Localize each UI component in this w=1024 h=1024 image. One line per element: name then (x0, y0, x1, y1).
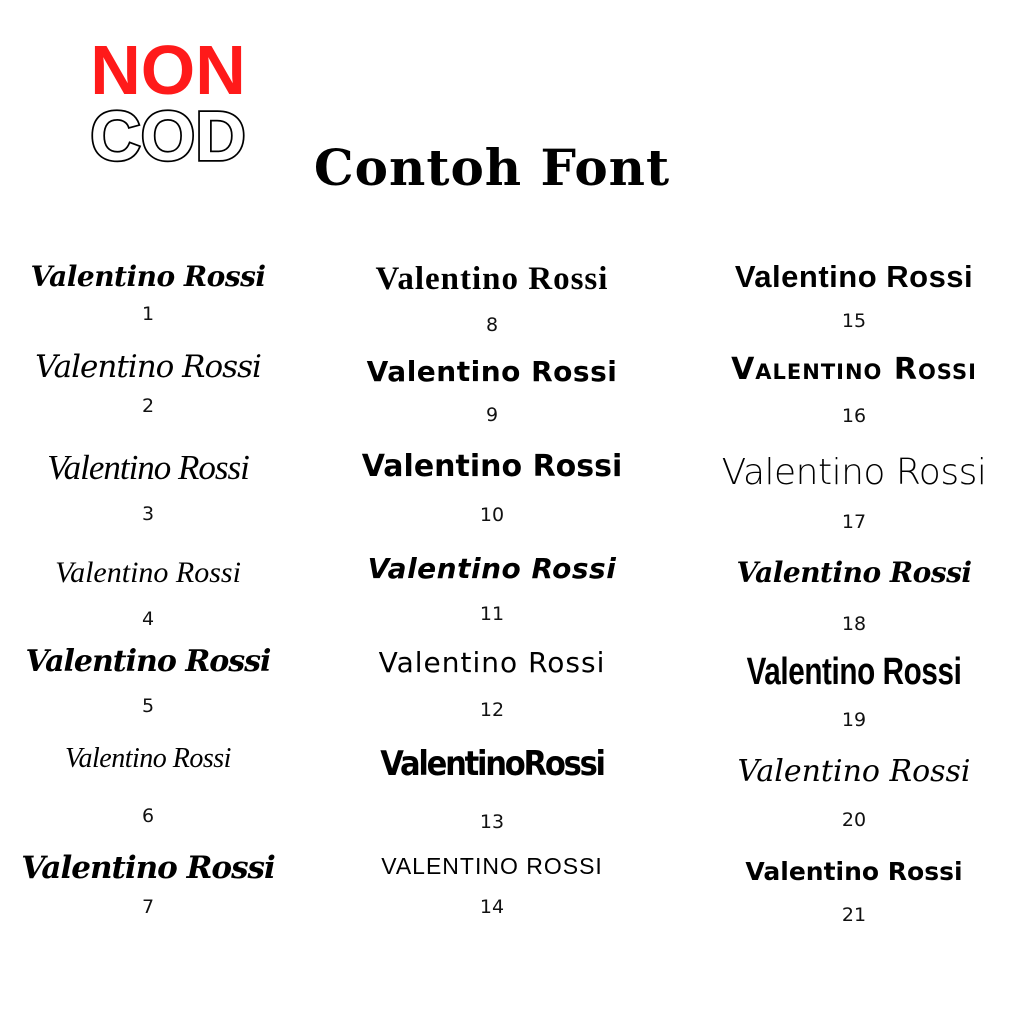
badge-line2: COD (90, 97, 246, 172)
sample-number: 6 (141, 805, 155, 827)
sample-text: Valentino Rossi (746, 651, 962, 693)
font-sample-18 (694, 556, 1014, 635)
font-sample-7 (0, 850, 308, 918)
sample-number: 18 (841, 613, 867, 635)
sample-text: Valentino Rossi (367, 552, 617, 585)
sample-text: VALENTINO ROSSI (381, 853, 603, 879)
sample-text: Valentino Rossi (731, 352, 977, 387)
sample-text: Valentino Rossi (734, 259, 974, 294)
sample-number: 3 (141, 503, 155, 525)
sample-text: Valentino Rossi (378, 646, 606, 679)
sample-number: 17 (841, 511, 867, 533)
sample-text: Valentino Rossi (21, 850, 275, 886)
font-sample-14 (332, 855, 652, 917)
font-sample-13 (332, 744, 652, 833)
sample-text: Valentino Rossi (361, 449, 623, 484)
font-sample-16 (694, 352, 1014, 427)
sample-number: 13 (479, 811, 505, 833)
sample-number: 21 (841, 904, 867, 926)
sample-text: ValentinoRossi (380, 744, 604, 784)
font-sample-5 (0, 644, 308, 717)
font-sample-15 (694, 261, 1014, 331)
sample-text: Valentino Rossi (721, 452, 987, 493)
sample-number: 8 (485, 314, 499, 336)
sample-number: 4 (141, 608, 155, 630)
sample-text: Valentino Rossi (366, 355, 618, 388)
sample-text: Valentino Rossi (65, 743, 231, 774)
sample-number: 20 (841, 809, 867, 831)
sample-text: Valentino Rossi (55, 556, 241, 589)
font-samples-grid (0, 245, 1024, 945)
page-title: Contoh Font (313, 138, 671, 197)
font-sample-9 (332, 355, 652, 426)
sample-number: 7 (141, 896, 155, 918)
sample-text: Valentino Rossi (736, 556, 972, 589)
sample-text: Valentino Rossi (35, 349, 261, 385)
sample-text: Valentino Rossi (745, 857, 963, 886)
sample-number: 1 (141, 303, 155, 325)
sample-text: Valentino Rossi (30, 260, 266, 293)
badge-line1: NON (90, 32, 246, 109)
font-sample-3 (0, 450, 308, 524)
sample-number: 14 (479, 896, 505, 918)
font-sample-20 (694, 754, 1014, 831)
sample-text: Valentino Rossi (25, 644, 271, 679)
font-sample-21 (694, 859, 1014, 925)
font-sample-19 (694, 653, 1014, 730)
font-sample-11 (332, 552, 652, 625)
sample-number: 5 (141, 695, 155, 717)
sample-text: Valentino Rossi (47, 448, 249, 487)
font-sample-12 (332, 646, 652, 721)
sample-number: 19 (841, 709, 867, 731)
sample-number: 12 (479, 699, 505, 721)
sample-number: 15 (841, 310, 867, 332)
sample-number: 10 (479, 504, 505, 526)
sample-number: 11 (479, 603, 505, 625)
font-sample-1 (0, 260, 308, 325)
font-sample-2 (0, 349, 308, 417)
font-sample-6 (0, 745, 308, 826)
sample-number: 2 (141, 395, 155, 417)
sample-number: 9 (485, 404, 499, 426)
font-sample-17 (694, 452, 1014, 533)
sample-text: Valentino Rossi (737, 754, 971, 789)
font-sample-10 (332, 449, 652, 526)
font-sample-8 (332, 263, 652, 335)
sample-text: Valentino Rossi (375, 261, 609, 297)
sample-number: 16 (841, 405, 867, 427)
font-sample-4 (0, 558, 308, 629)
